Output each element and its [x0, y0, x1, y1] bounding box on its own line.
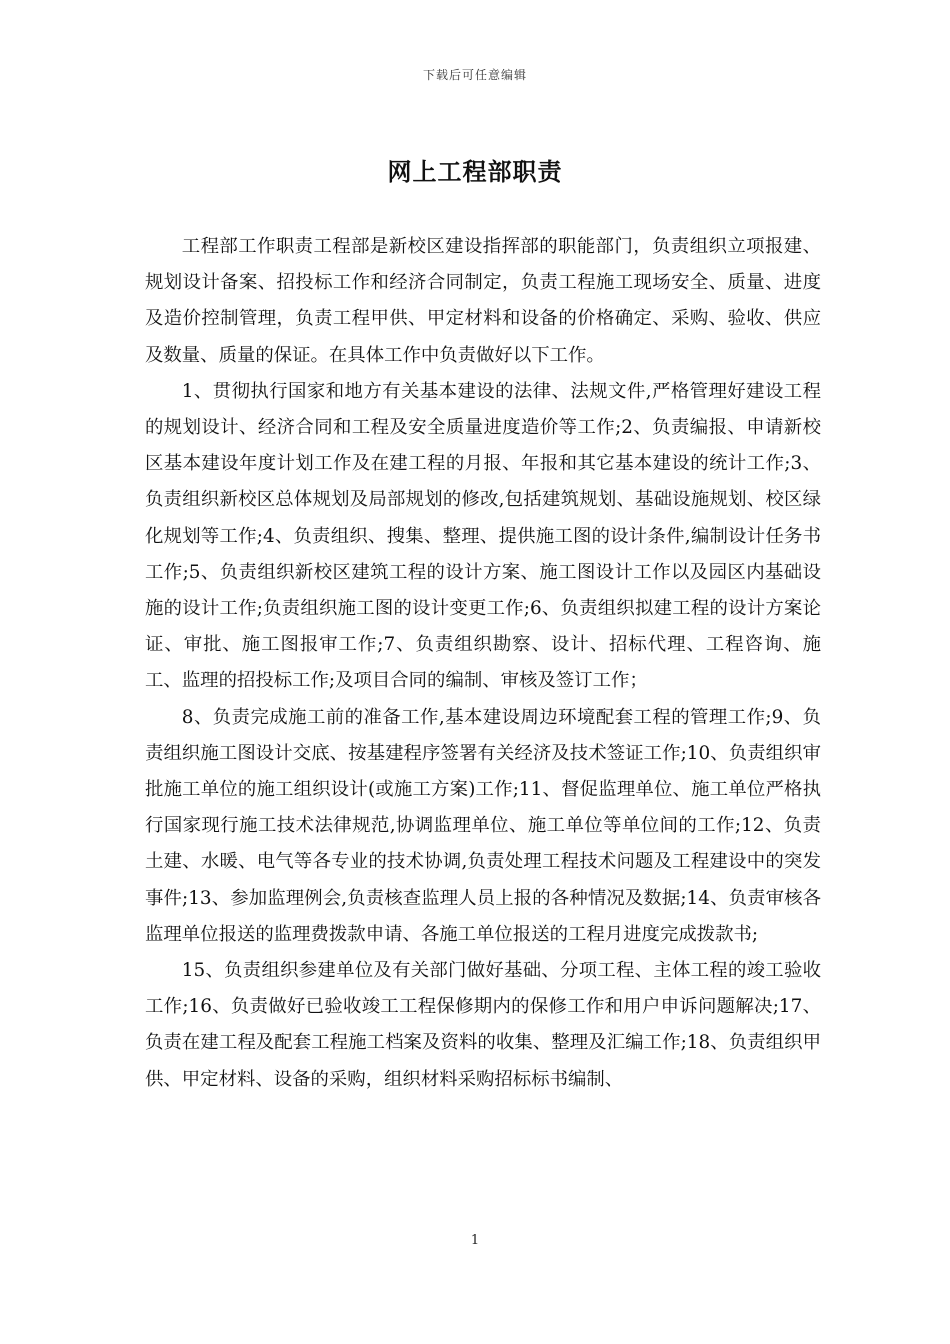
paragraph-duties-1-7: 1、贯彻执行国家和地方有关基本建设的法律、法规文件,严格管理好建设工程的规划设计、经济合同和工程及安全质量进度造价等工作;2、负责编报、申请新校区基本建设年度计划工作及在建工程的月报、年报和其它基本建设的统计工作;3、负责组织新校区总体规划及局部规划的修改,包括建筑规划、基础设施规划、校区绿化规划等工作;4、负责组织、搜集、整理、提供施工图的设计条件,编制设计任务书工作;5、负责组织新校区建筑工程的设计方案、施工图设计工作以及园区内基础设施的设计工作;负责组织施工图的设计变更工作;6、负责组织拟建工程的设计方案论证、审批、施工图报审工作;7、负责组织勘察、设计、招标代理、工程咨询、施工、监理的招投标工作;及项目合同的编制、审核及签订工作；	[145, 380, 821, 692]
paragraph-duties-15-18: 15、负责组织参建单位及有关部门做好基础、分项工程、主体工程的竣工验收工作;16、负责做好已验收竣工工程保修期内的保修工作和用户申诉问题解决;17、负责在建工程及配套工程施工档案及资料的收集、整理及汇编工作;18、负责组织甲供、甲定材料、设备的采购，组织材料采购招标标书编制、	[145, 960, 821, 1090]
paragraph-duties-8-14: 8、负责完成施工前的准备工作,基本建设周边环境配套工程的管理工作;9、负责组织施工图设计交底、按基建程序签署有关经济及技术签证工作;10、负责组织审批施工单位的施工组织设计(或施工方案)工作;11、督促监理单位、施工单位严格执行国家现行施工技术法律规范,协调监理单位、施工单位等单位间的工作;12、负责土建、水暖、电气等各专业的技术协调,负责处理工程技术问题及工程建设中的突发事件;13、参加监理例会,负责核查监理人员上报的各种情况及数据;14、负责审核各监理单位报送的监理费拨款申请、各施工单位报送的工程月进度完成拨款书;	[145, 706, 821, 945]
document-title: 网上工程部职责	[387, 157, 563, 186]
paragraph-intro: 工程部工作职责工程部是新校区建设指挥部的职能部门，负责组织立项报建、规划设计备案、招投标工作和经济合同制定，负责工程施工现场安全、质量、进度及造价控制管理，负责工程甲供、甲定材料和设备的价格确定、采购、验收、供应及数量、质量的保证。在具体工作中负责做好以下工作。	[145, 236, 821, 366]
document-body	[145, 229, 821, 1098]
page-number: 1	[470, 1233, 480, 1248]
page-header-note: 下载后可任意编辑	[422, 68, 527, 82]
